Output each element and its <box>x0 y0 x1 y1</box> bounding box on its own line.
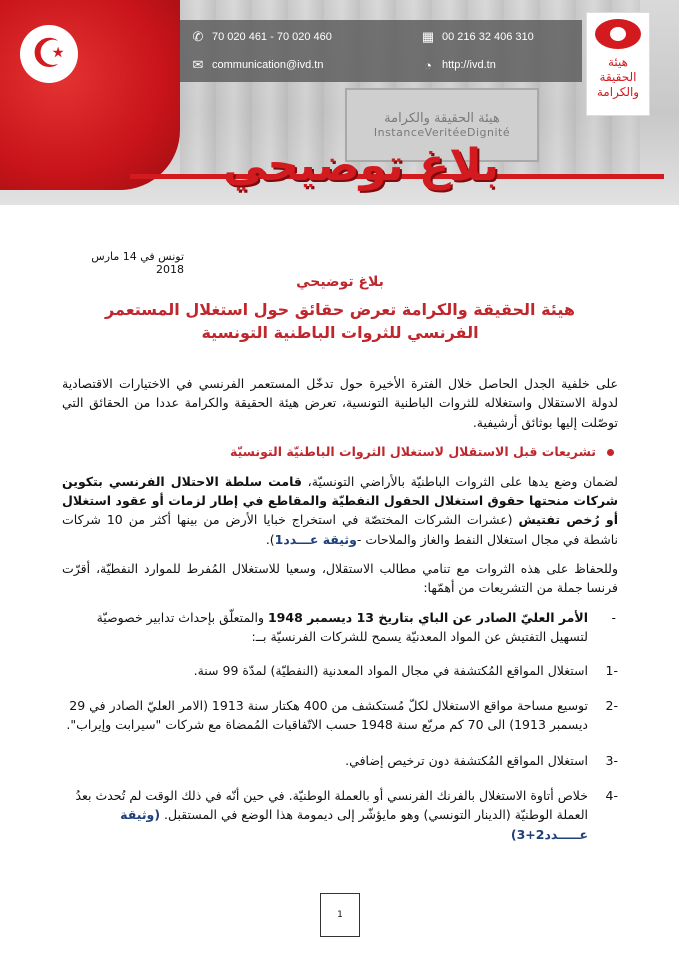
phone-icon: ✆ <box>192 29 204 44</box>
plaque-arabic: هيئة الحقيقة والكرامة <box>384 111 500 126</box>
statement-label: بلاغ توضيحي <box>296 274 384 290</box>
banner-title: بلاغ توضيحي <box>222 140 499 191</box>
fax-icon: ▦ <box>421 29 435 44</box>
document-reference[interactable]: وثيقة عـــدد1 <box>274 531 357 547</box>
list-item: -1 استغلال المواقع المُكتشفة في مجال المواد المعدنية (النفطيّة) لمدّة 99 سنة. <box>193 662 618 678</box>
intro-paragraph: على خلفية الجدل الحاصل خلال الفترة الأخيرة حول تدخّل المستعمر الفرنسي في الاختيارات الاقتصادية لدولة الاستقلال واستغلاله للثروات الباطنية التونسية، تعرض هيئة الحقيقة والكرامة عددا من الحقائق التي توصّلت إليها بوثائق أرشيفية. <box>62 376 618 430</box>
fax-number: 00 216 32 406 310 <box>442 31 534 43</box>
flag-emblem <box>20 25 78 83</box>
phone-contact <box>190 30 332 44</box>
email-contact <box>190 58 323 72</box>
ivd-logo <box>586 12 650 116</box>
crescent-star-icon: ☪ <box>31 31 67 77</box>
mail-icon: ✉ <box>192 57 204 72</box>
document-reference[interactable]: (وثيقة عـــــدد2+3) <box>120 807 588 842</box>
plaque-french: InstanceVeritéeDignité <box>373 126 511 139</box>
list-item: -3 استغلال المواقع المُكتشفة دون ترخيص إضافي. <box>345 752 618 768</box>
document-body <box>62 270 618 860</box>
paragraph-companies: لضمان وضع يدها على الثروات الباطنيّة بالأراضي التونسيّة، قامت سلطة الاحتلال الفرنسي بتكوين شركات منحتها حقوق استغلال الحقول النفطيّة والمقاطع في إطار لزمات أو عقود استغلال أو رُخص تفتيش (عشرات الشركات المختصّة في استخراج خبايا الأرض من بينها أكثر من 10 شركات ناشطة في مجال استغلال النفط والغاز والملاحات -وثيقة عـــدد1). <box>62 473 618 547</box>
tunisian-flag <box>0 0 180 190</box>
decree-title: الأمر العليّ الصادر عن الباي بتاريخ 13 ديسمبر 1948 <box>267 609 588 625</box>
section-heading: تشريعات قبل الاستقلال لاستغلال الثروات الباطنيّة التونسيّة <box>62 442 618 461</box>
fax-contact <box>420 30 534 44</box>
logo-text: هيئة الحقيقة والكرامة <box>596 55 640 99</box>
list-item: -2 توسيع مساحة مواقع الاستغلال لكلّ مُستكشف من 400 هكتار سنة 1913 (الامر العليّ الصادر في 29 ديسمبر 1913) الى 70 كم مربّع سنة 1948 حسب الاتّفاقيات المُمضاة مع شركات "سيرابت وإيراب". <box>66 697 618 733</box>
decree-item: - الأمر العليّ الصادر عن الباي بتاريخ 13 ديسمبر 1948 والمتعلّق بإحداث تدابير خصوصيّة لتسهيل التفتيش عن المواد المعدنيّة يسمح للشركات الفرنسيّة بــ: <box>96 609 616 645</box>
contact-bar <box>180 20 582 82</box>
web-contact <box>420 58 496 72</box>
document-date: تونس في 14 مارس 2018 <box>91 250 184 276</box>
list-item: -4 خلاص أتاوة الاستغلال بالفرنك الفرنسي أو بالعملة الوطنيّة. في حين أنّه في ذلك الوقت لم تُحدث بعدُ العملة الوطنيّة (الدينار التونسي) وهو مايؤشّر إلى ديمومة هذا الوضع في المستقبل. (وثيقة عـــــدد2+3) <box>75 788 618 842</box>
paragraph-legislation: وللحفاظ على هذه الثروات مع تنامي مطالب الاستقلال، وسعيا للاستغلال المُفرط للموارد النفطيّة، أقرّت فرنسا جملة من التشريعات من أهمّها: <box>62 561 618 596</box>
letterhead-banner <box>0 0 679 205</box>
email-address[interactable]: communication@ivd.tn <box>212 59 324 71</box>
statement-title: هيئة الحقيقة والكرامة تعرض حقائق حول استغلال المستعمر الفرنسي للثروات الباطنية التونسية <box>105 299 575 342</box>
phone-number: 70 020 461 - 70 020 460 <box>212 31 332 43</box>
rss-icon: ◔ <box>424 57 432 73</box>
website-link[interactable]: http://ivd.tn <box>442 59 496 71</box>
eye-logo-icon <box>595 19 641 49</box>
page-number: 1 <box>320 893 360 937</box>
